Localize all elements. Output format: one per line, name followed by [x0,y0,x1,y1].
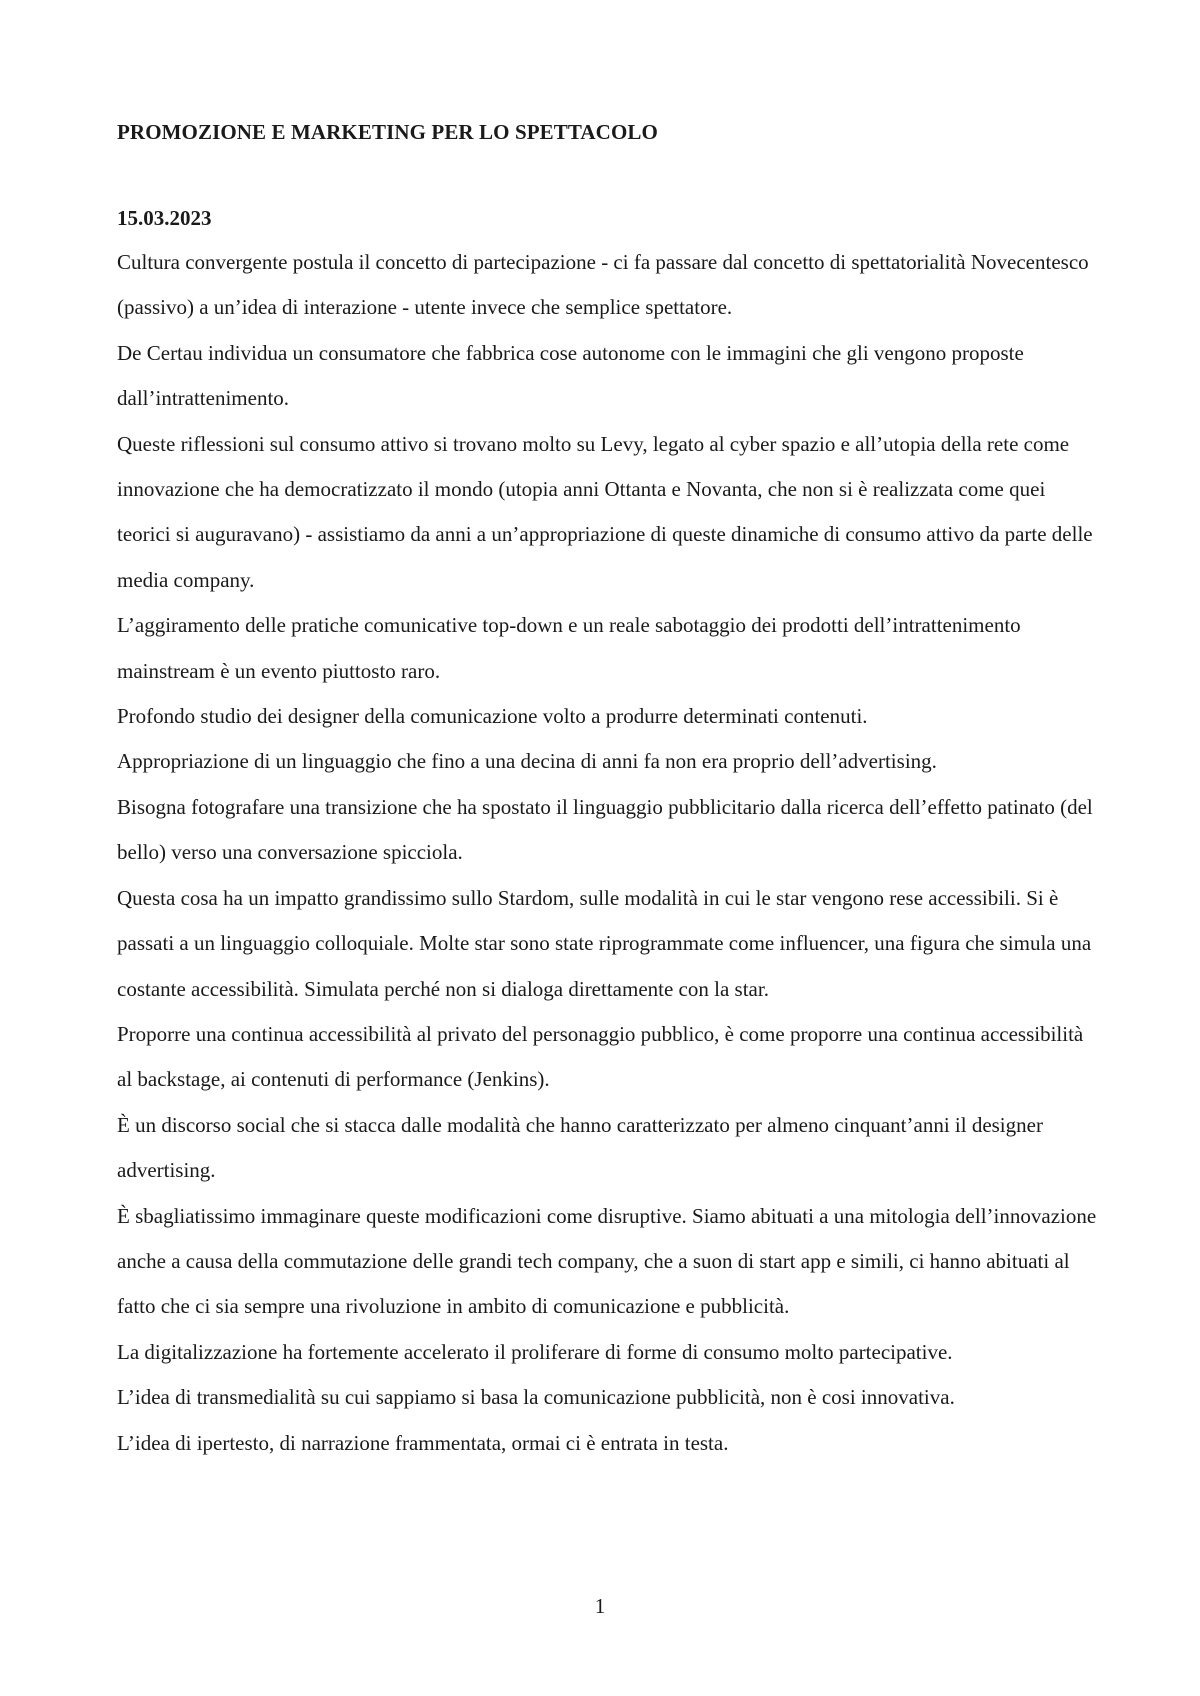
paragraph: Proporre una continua accessibilità al privato del personaggio pubblico, è come proporre una continua accessibilità al backstage, ai contenuti di performance (Jenkins). [117,1021,1084,1092]
paragraph: Queste riflessioni sul consumo attivo si trovano molto su Levy, legato al cyber spazio e all’utopia della rete come innovazione che ha democratizzato il mondo (utopia anni Ottanta e Novanta, che non si è realizzata come quei teorici si auguravano) - assistiamo da anni a un’appropriazione di queste dinamiche di consumo attivo da parte delle media company. [117,431,1093,592]
document-body [117,240,1097,1466]
paragraph: Bisogna fotografare una transizione che ha spostato il linguaggio pubblicitario dalla ricerca dell’effetto patinato (del bello) verso una conversazione spicciola. [117,794,1093,865]
paragraph: Appropriazione di un linguaggio che fino a una decina di anni fa non era proprio dell’advertising. [117,749,937,774]
paragraph: Profondo studio dei designer della comunicazione volto a produrre determinati contenuti. [117,704,868,729]
paragraph: È sbagliatissimo immaginare queste modificazioni come disruptive. Siamo abituati a una mitologia dell’innovazione anche a causa della commutazione delle grandi tech company, che a suon di start app e simili, ci hanno abituati al fatto che ci sia sempre una rivoluzione in ambito di comunicazione e pubblicità. [117,1203,1097,1319]
document-title: PROMOZIONE E MARKETING PER LO SPETTACOLO [117,120,658,144]
paragraph: De Certau individua un consumatore che fabbrica cose autonome con le immagini che gli vengono proposte dall’intrattenimento. [117,340,1024,411]
page-number: 1 [594,1594,606,1618]
paragraph: L’idea di ipertesto, di narrazione frammentata, ormai ci è entrata in testa. [117,1430,729,1455]
paragraph: L’aggiramento delle pratiche comunicative top-down e un reale sabotaggio dei prodotti dell’intrattenimento mainstream è un evento piuttosto raro. [117,613,1021,683]
paragraph: L’idea di transmedialità su cui sappiamo si basa la comunicazione pubblicità, non è cosi innovativa. [117,1385,955,1410]
lecture-date: 15.03.2023 [117,206,212,230]
document-content [117,112,1097,1466]
paragraph: La digitalizzazione ha fortemente accelerato il proliferare di forme di consumo molto partecipative. [117,1339,953,1364]
paragraph: È un discorso social che si stacca dalle modalità che hanno caratterizzato per almeno cinquant’anni il designer advertising. [117,1112,1043,1183]
paragraph: Cultura convergente postula il concetto di partecipazione - ci fa passare dal concetto di spettatorialità Novecentesco (passivo) a un’idea di interazione - utente invece che semplice spettatore. [117,250,1089,320]
paragraph: Questa cosa ha un impatto grandissimo sullo Stardom, sulle modalità in cui le star vengono rese accessibili. Si è passati a un linguaggio colloquiale. Molte star sono state riprogrammate come influencer, una figura che simula una costante accessibilità. Simulata perché non si dialoga direttamente con la star. [117,885,1092,1001]
